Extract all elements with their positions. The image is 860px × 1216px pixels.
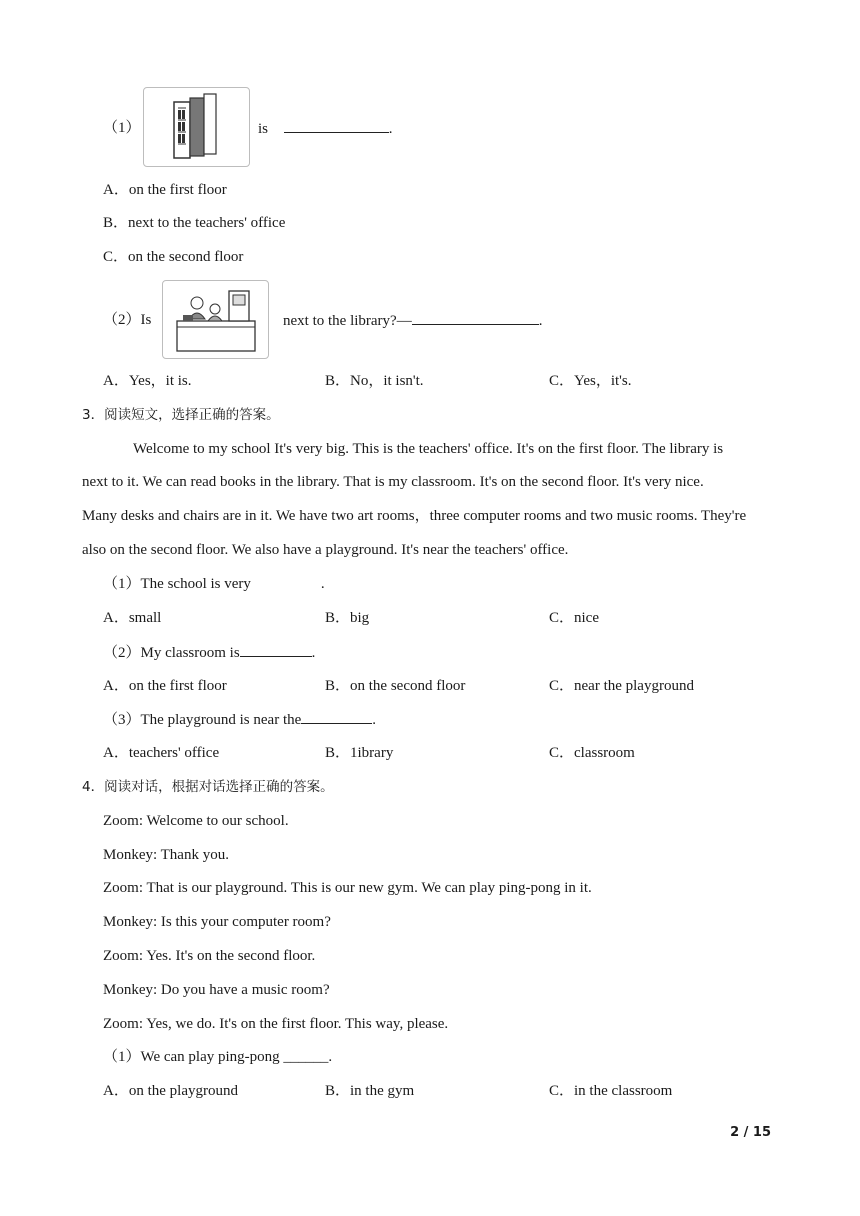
answer-blank bbox=[301, 709, 372, 724]
answer-blank bbox=[240, 642, 312, 657]
q3-passage-line-3: Many desks and chairs are in it. We have two art rooms，three computer rooms and two music rooms. They're bbox=[82, 508, 747, 524]
q2-sub2-question: next to the library?— bbox=[283, 313, 412, 329]
bookshelf-icon bbox=[144, 88, 249, 166]
q4-dialog-line-6: Monkey: Do you have a music room? bbox=[103, 982, 330, 998]
q2-sub2-text bbox=[283, 310, 542, 331]
q3-passage-line-1: Welcome to my school It's very big. This is the teachers' office. It's on the first floor. The library is bbox=[133, 441, 724, 457]
q2-sub1-option-b: B．next to the teachers' office bbox=[103, 215, 286, 231]
q3-sub3-text: （3）The playground is near the bbox=[103, 712, 302, 728]
q3-sub1-text: （1）The school is very bbox=[103, 576, 251, 592]
q3-sub2-period: . bbox=[311, 645, 316, 661]
q4-title: 4．阅读对话，根据对话选择正确的答案。 bbox=[82, 779, 334, 795]
q2-sub1-period: . bbox=[388, 121, 393, 137]
q2-sub1-option-c: C．on the second floor bbox=[103, 249, 244, 265]
answer-blank bbox=[284, 118, 389, 133]
q2-sub1-option-a: A．on the first floor bbox=[103, 182, 227, 198]
q3-sub3-option-c: C．classroom bbox=[549, 745, 635, 761]
q3-sub1-option-b: B．big bbox=[325, 610, 370, 626]
q4-dialog-line-1: Zoom: Welcome to our school. bbox=[103, 813, 289, 829]
q3-sub3 bbox=[103, 709, 376, 730]
q4-dialog-line-4: Monkey: Is this your computer room? bbox=[103, 914, 331, 930]
q3-sub2-option-b: B．on the second floor bbox=[325, 678, 466, 694]
page-number: 2 / 15 bbox=[730, 1125, 771, 1140]
q2-sub2-period: . bbox=[538, 313, 543, 329]
q4-sub1-option-b: B．in the gym bbox=[325, 1083, 415, 1099]
q4-dialog-line-3: Zoom: That is our playground. This is our new gym. We can play ping-pong in it. bbox=[103, 880, 592, 896]
q2-sub2-number: （2）Is bbox=[103, 312, 152, 328]
q3-sub1-option-a: A．small bbox=[103, 610, 162, 626]
q2-sub2-option-b: B．No，it isn't. bbox=[325, 373, 424, 389]
q4-sub1: （1）We can play ping-pong ______. bbox=[103, 1049, 333, 1065]
q3-sub2-text: （2）My classroom is bbox=[103, 645, 240, 661]
office-image bbox=[162, 280, 269, 359]
bookshelf-image bbox=[143, 87, 250, 167]
q3-sub3-period: . bbox=[372, 712, 377, 728]
q2-sub1-number: （1） bbox=[103, 120, 141, 136]
q4-sub1-option-a: A．on the playground bbox=[103, 1083, 238, 1099]
q3-passage-line-2: next to it. We can read books in the library. That is my classroom. It's on the second floor. It's very nice. bbox=[82, 474, 704, 490]
q4-dialog-line-5: Zoom: Yes. It's on the second floor. bbox=[103, 948, 316, 964]
q2-sub2-option-a: A．Yes，it is. bbox=[103, 373, 192, 389]
q4-sub1-option-c: C．in the classroom bbox=[549, 1083, 673, 1099]
q3-sub2-option-c: C．near the playground bbox=[549, 678, 694, 694]
q3-title: 3．阅读短文，选择正确的答案。 bbox=[82, 407, 280, 423]
q3-sub3-option-b: B．1ibrary bbox=[325, 745, 394, 761]
q3-sub3-option-a: A．teachers' office bbox=[103, 745, 220, 761]
q4-dialog-line-7: Zoom: Yes, we do. It's on the first floor. This way, please. bbox=[103, 1016, 449, 1032]
q3-sub1-period: . bbox=[320, 576, 325, 592]
q2-sub1-is: is bbox=[258, 121, 269, 137]
q3-sub1-option-c: C．nice bbox=[549, 610, 599, 626]
q3-passage-line-4: also on the second floor. We also have a playground. It's near the teachers' office. bbox=[82, 542, 569, 558]
q2-sub1-text bbox=[258, 118, 393, 139]
q2-sub2-option-c: C．Yes，it's. bbox=[549, 373, 632, 389]
office-desk-icon bbox=[163, 281, 268, 358]
q3-sub2 bbox=[103, 642, 315, 663]
answer-blank bbox=[412, 310, 539, 325]
q4-dialog-line-2: Monkey: Thank you. bbox=[103, 847, 229, 863]
q3-sub1 bbox=[103, 574, 325, 594]
q3-sub2-option-a: A．on the first floor bbox=[103, 678, 227, 694]
